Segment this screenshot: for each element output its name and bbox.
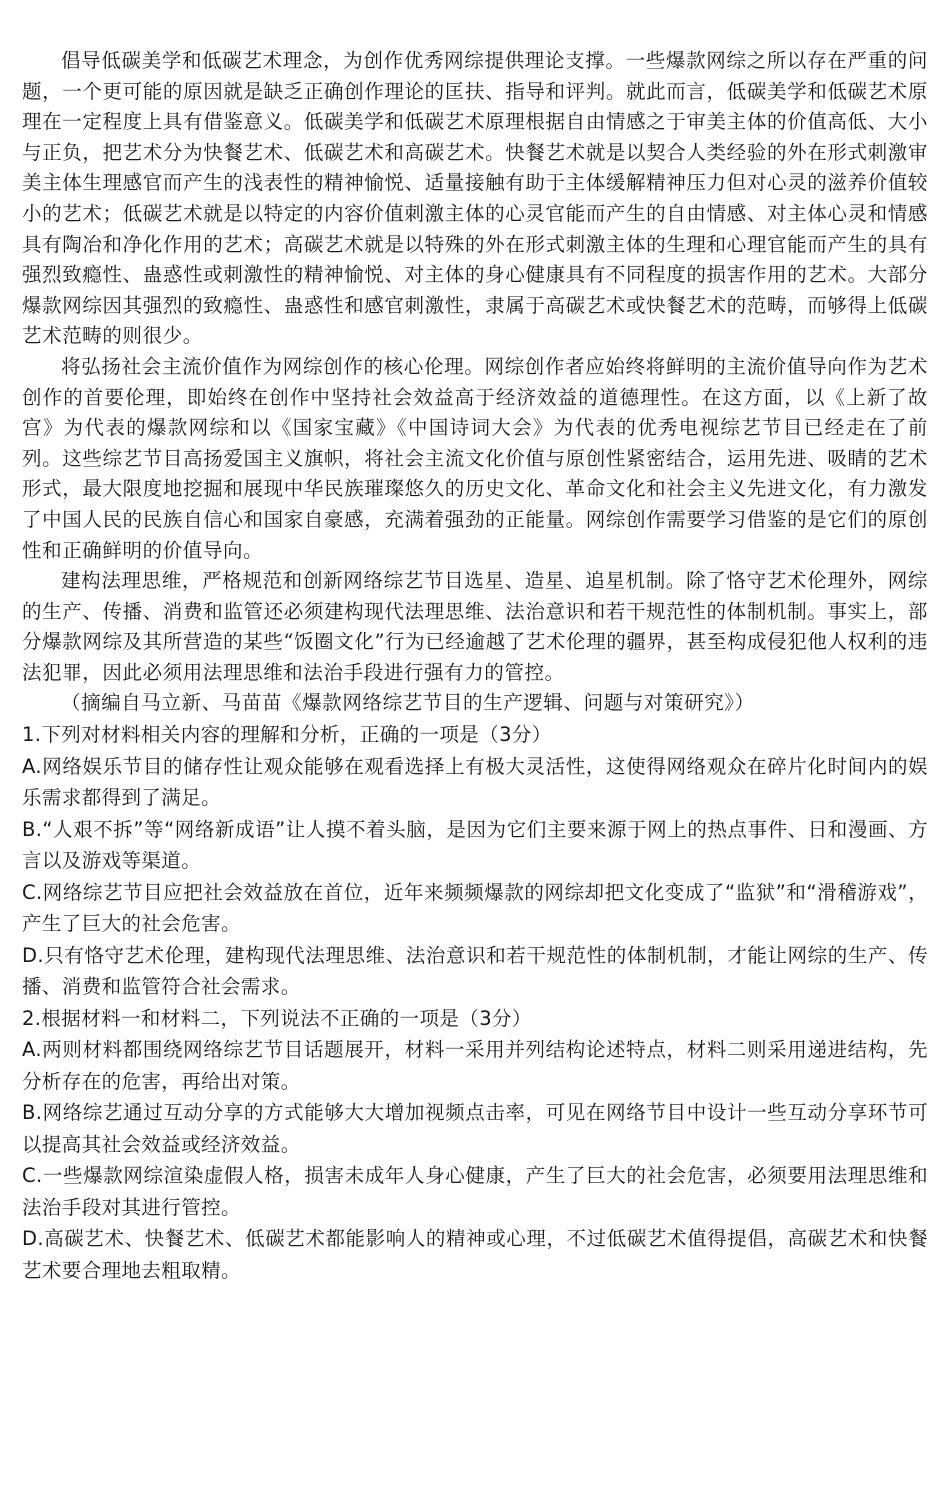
passage-paragraph: 将弘扬社会主流价值作为网综创作的核心伦理。网综创作者应始终将鲜明的主流价值导向作为艺术创作的首要伦理，即始终在创作中坚持社会效益高于经济效益的道德理性。在这方面，以《上新了故宫》为代表的爆款网综和以《国家宝藏》《中国诗词大会》为代表的优秀电视综艺节目已经走在了前列。这些综艺节目高扬爱国主义旗帜，将社会主流文化价值与原创性紧密结合，运用先进、吸睛的艺术形式，最大限度地挖掘和展现中华民族璀璨悠久的历史文化、革命文化和社会主义先进文化，有力激发了中国人民的民族自信心和国家自豪感，充满着强劲的正能量。网综创作需要学习借鉴的是它们的原创性和正确鲜明的价值导向。 (22, 354, 928, 562)
passage-source: （摘编自马立新、马苗苗《爆款网络综艺节目的生产逻辑、问题与对策研究》） (61, 691, 755, 715)
reading-passage (22, 46, 928, 719)
option-c: C.网络综艺节目应把社会效益放在首位，近年来频频爆款的网综却把文化变成了“监狱”和“滑稽游戏”，产生了巨大的社会危害。 (22, 880, 928, 936)
question-list (22, 719, 928, 1286)
option-d: D.高碳艺术、快餐艺术、低碳艺术都能影响人的精神或心理，不过低碳艺术值得提倡，高碳艺术和快餐艺术要合理地去粗取精。 (22, 1227, 928, 1282)
option-c: C.一些爆款网综渲染虚假人格，损害未成年人身心健康，产生了巨大的社会危害，必须要用法理思维和法治手段对其进行管控。 (22, 1164, 928, 1219)
passage-paragraph: 建构法理思维，严格规范和创新网络综艺节目选星、造星、追星机制。除了恪守艺术伦理外，网综的生产、传播、消费和监管还必须建构现代法理思维、法治意识和若干规范性的体制机制。事实上，部分爆款网综及其所营造的某些“饭圈文化”行为已经逾越了艺术伦理的疆界，甚至构成侵犯他人权利的违法犯罪，因此必须用法理思维和法治手段进行强有力的管控。 (22, 569, 928, 684)
option-b: B.网络综艺通过互动分享的方式能够大大增加视频点击率，可见在网络节目中设计一些互动分享环节可以提高其社会效益或经济效益。 (22, 1101, 928, 1156)
passage-paragraph: 倡导低碳美学和低碳艺术理念，为创作优秀网综提供理论支撑。一些爆款网综之所以存在严重的问题，一个更可能的原因就是缺乏正确创作理论的匡扶、指导和评判。就此而言，低碳美学和低碳艺术原理在一定程度上具有借鉴意义。低碳美学和低碳艺术原理根据自由情感之于审美主体的价值高低、大小与正负，把艺术分为快餐艺术、低碳艺术和高碳艺术。快餐艺术就是以契合人类经验的外在形式刺激审美主体生理感官而产生的浅表性的精神愉悦、适量接触有助于主体缓解精神压力但对心灵的滋养价值较小的艺术；低碳艺术就是以特定的内容价值刺激主体的心灵官能而产生的自由情感、对主体心灵和情感具有陶冶和净化作用的艺术；高碳艺术就是以特殊的外在形式刺激主体的生理和心理官能而产生的具有强烈致瘾性、蛊惑性或刺激性的精神愉悦、对主体的身心健康具有不同程度的损害作用的艺术。大部分爆款网综因其强烈的致瘾性、蛊惑性和感官刺激性，隶属于高碳艺术或快餐艺术的范畴，而够得上低碳艺术范畴的则很少。 (22, 49, 928, 348)
question-stem: 2.根据材料一和材料二，下列说法不正确的一项是（3分） (22, 1006, 532, 1030)
question-stem: 1.下列对材料相关内容的理解和分析，正确的一项是（3分） (22, 723, 552, 747)
option-d: D.只有恪守艺术伦理，建构现代法理思维、法治意识和若干规范性的体制机制，才能让网综的生产、传播、消费和监管符合社会需求。 (22, 943, 928, 999)
question-2 (22, 1003, 928, 1287)
question-1 (22, 719, 928, 1003)
option-a: A.网络娱乐节目的储存性让观众能够在观看选择上有极大灵活性，这使得网络观众在碎片化时间内的娱乐需求都得到了满足。 (22, 754, 928, 810)
option-b: B.“人艰不拆”等“网络新成语”让人摸不着头脑，是因为它们主要来源于网上的热点事件、日和漫画、方言以及游戏等渠道。 (22, 817, 928, 873)
option-a: A.两则材料都围绕网络综艺节目话题展开，材料一采用并列结构论述特点，材料二则采用递进结构，先分析存在的危害，再给出对策。 (22, 1038, 928, 1093)
